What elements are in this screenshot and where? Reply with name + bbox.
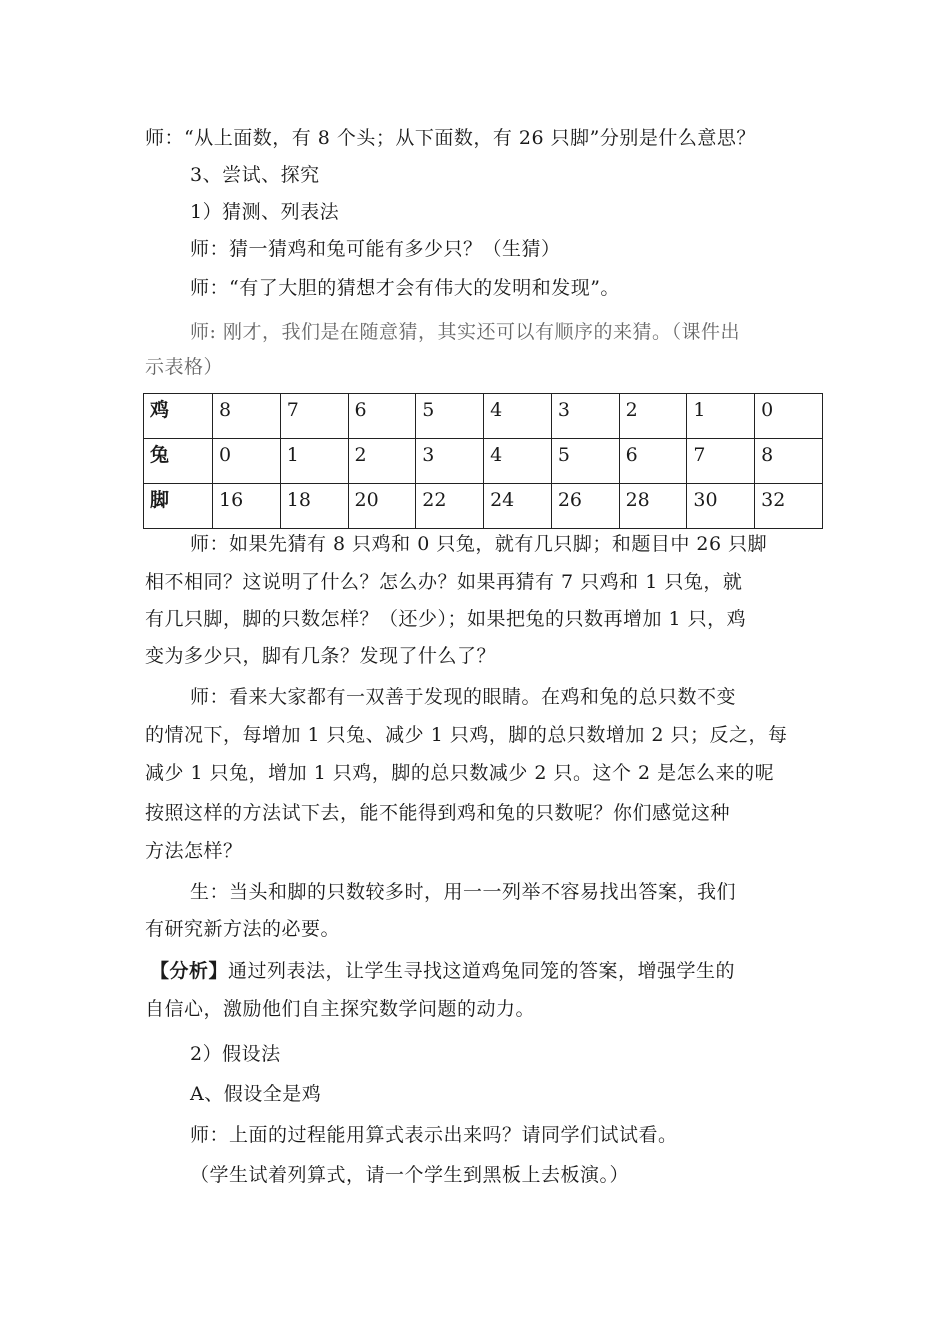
paragraph-student-2: 有研究新方法的必要。	[145, 918, 341, 940]
table-cell: 5	[551, 439, 619, 484]
paragraph-order-guess-cont: 示表格）	[145, 356, 224, 378]
analysis-text: 通过列表法，让学生寻找这道鸡兔同笼的答案，增强学生的	[228, 960, 736, 982]
table-row-label: 鸡	[144, 394, 213, 439]
table-cell: 0	[213, 439, 281, 484]
paragraph-guess: 师：猜一猜鸡和兔可能有多少只？（生猜）	[190, 238, 561, 260]
analysis-label: 【分析】	[150, 960, 229, 982]
table-row	[144, 484, 823, 529]
table-cell: 32	[755, 484, 823, 529]
table-row	[144, 394, 823, 439]
table-cell: 7	[280, 394, 348, 439]
table-cell: 8	[755, 439, 823, 484]
paragraph-observation-3: 减少 1 只兔，增加 1 只鸡，脚的总只数减少 2 只。这个 2 是怎么来的呢	[145, 762, 775, 784]
table-cell: 3	[416, 439, 484, 484]
table-cell: 20	[348, 484, 416, 529]
paragraph-discussion-1: 师：如果先猜有 8 只鸡和 0 只兔，就有几只脚；和题目中 26 只脚	[190, 533, 768, 555]
paragraph-student-1: 生：当头和脚的只数较多时，用一一列举不容易找出答案，我们	[190, 881, 737, 903]
table-cell: 0	[755, 394, 823, 439]
table-cell: 26	[551, 484, 619, 529]
paragraph-question: 师：“从上面数，有 8 个头；从下面数，有 26 只脚”分别是什么意思？	[145, 127, 756, 149]
paragraph-discussion-2: 相不相同？这说明了什么？怎么办？如果再猜有 7 只鸡和 1 只兔，就	[145, 571, 743, 593]
subsection-heading-guess-table: 1）猜测、列表法	[190, 201, 340, 223]
table-row-label: 脚	[144, 484, 213, 529]
paragraph-formula-question: 师：上面的过程能用算式表示出来吗？请同学们试试看。	[190, 1124, 678, 1146]
paragraph-order-guess: 师: 刚才，我们是在随意猜，其实还可以有顺序的来猜。（课件出	[190, 321, 740, 343]
table-cell: 18	[280, 484, 348, 529]
table-cell: 7	[687, 439, 755, 484]
table-row	[144, 439, 823, 484]
paragraph-observation-4: 按照这样的方法试下去，能不能得到鸡和兔的只数呢？你们感觉这种	[145, 802, 731, 824]
table-cell: 3	[551, 394, 619, 439]
table-row-label: 兔	[144, 439, 213, 484]
section-heading-try-explore: 3、尝试、探究	[190, 164, 320, 186]
table-cell: 1	[280, 439, 348, 484]
table-cell: 8	[213, 394, 281, 439]
guess-table	[143, 393, 823, 529]
table-cell: 16	[213, 484, 281, 529]
table-cell: 5	[416, 394, 484, 439]
table-cell: 30	[687, 484, 755, 529]
paragraph-observation-5: 方法怎样？	[145, 840, 243, 862]
paragraph-observation-2: 的情况下，每增加 1 只兔、减少 1 只鸡，脚的总只数增加 2 只；反之，每	[145, 724, 788, 746]
table-cell: 4	[484, 439, 552, 484]
table-cell: 2	[619, 394, 687, 439]
paragraph-quote: 师：“有了大胆的猜想才会有伟大的发明和发现”。	[190, 277, 620, 299]
analysis-paragraph	[150, 957, 735, 985]
table-cell: 6	[348, 394, 416, 439]
table-cell: 6	[619, 439, 687, 484]
table-cell: 22	[416, 484, 484, 529]
table-cell: 4	[484, 394, 552, 439]
paragraph-discussion-4: 变为多少只，脚有几条？发现了什么了？	[145, 645, 497, 667]
paragraph-assume-all-chicken: A、假设全是鸡	[190, 1083, 322, 1105]
paragraph-board-demo: （学生试着列算式，请一个学生到黑板上去板演。）	[190, 1164, 630, 1186]
paragraph-observation-1: 师：看来大家都有一双善于发现的眼睛。在鸡和兔的总只数不变	[190, 686, 737, 708]
table-cell: 24	[484, 484, 552, 529]
subsection-heading-assume: 2）假设法	[190, 1043, 281, 1065]
paragraph-discussion-3: 有几只脚，脚的只数怎样？（还少）；如果把兔的只数再增加 1 只，鸡	[145, 608, 747, 630]
table-cell: 2	[348, 439, 416, 484]
table-cell: 1	[687, 394, 755, 439]
analysis-text-cont: 自信心，激励他们自主探究数学问题的动力。	[145, 998, 536, 1020]
table-cell: 28	[619, 484, 687, 529]
